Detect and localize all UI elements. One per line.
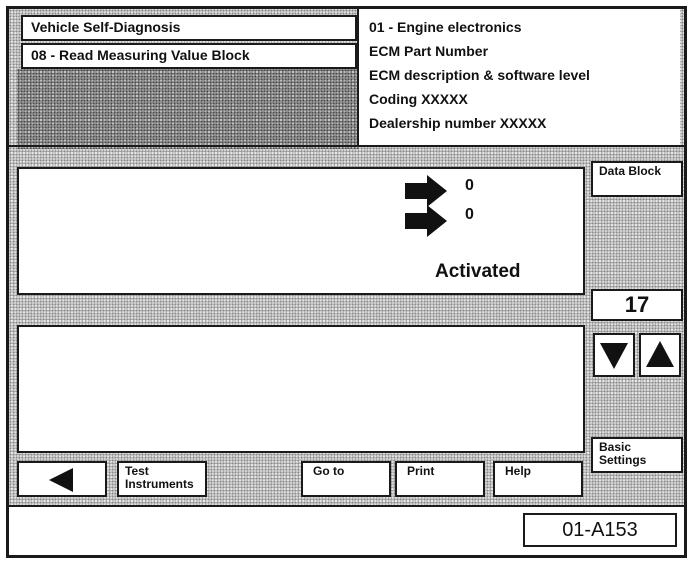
diagnostic-screen-frame <box>6 6 687 558</box>
data-block-button[interactable]: Data Block <box>591 161 683 197</box>
header-shaded-area <box>17 69 359 149</box>
header-divider <box>9 145 684 147</box>
goto-button[interactable]: Go to <box>301 461 391 497</box>
figure-id-label: 01-A153 <box>523 513 677 547</box>
right-arrow-icon <box>405 205 451 237</box>
info-line-system: 01 - Engine electronics <box>369 19 522 35</box>
scroll-up-button[interactable] <box>639 333 681 377</box>
control-unit-info <box>357 9 680 145</box>
info-line-description: ECM description & software level <box>369 67 590 83</box>
info-line-dealership: Dealership number XXXXX <box>369 115 547 131</box>
function-title: Vehicle Self-Diagnosis <box>21 15 357 41</box>
back-button[interactable] <box>17 461 107 497</box>
scroll-down-button[interactable] <box>593 333 635 377</box>
down-triangle-icon <box>600 343 628 369</box>
measuring-value-panel <box>17 167 585 295</box>
measured-value-2: 0 <box>465 206 474 223</box>
basic-settings-button[interactable]: Basic Settings <box>591 437 683 473</box>
footer-divider <box>9 505 684 507</box>
info-line-part-number: ECM Part Number <box>369 43 489 59</box>
function-subtitle: 08 - Read Measuring Value Block <box>21 43 357 69</box>
block-number-display: 17 <box>591 289 683 321</box>
measured-value-1: 0 <box>465 177 474 194</box>
print-button[interactable]: Print <box>395 461 485 497</box>
test-instruments-button[interactable]: Test Instruments <box>117 461 207 497</box>
right-arrow-icon <box>405 175 451 207</box>
help-button[interactable]: Help <box>493 461 583 497</box>
info-line-coding: Coding XXXXX <box>369 91 468 107</box>
left-triangle-icon <box>49 468 73 492</box>
message-panel <box>17 325 585 453</box>
status-text: Activated <box>435 261 521 282</box>
up-triangle-icon <box>646 341 674 367</box>
